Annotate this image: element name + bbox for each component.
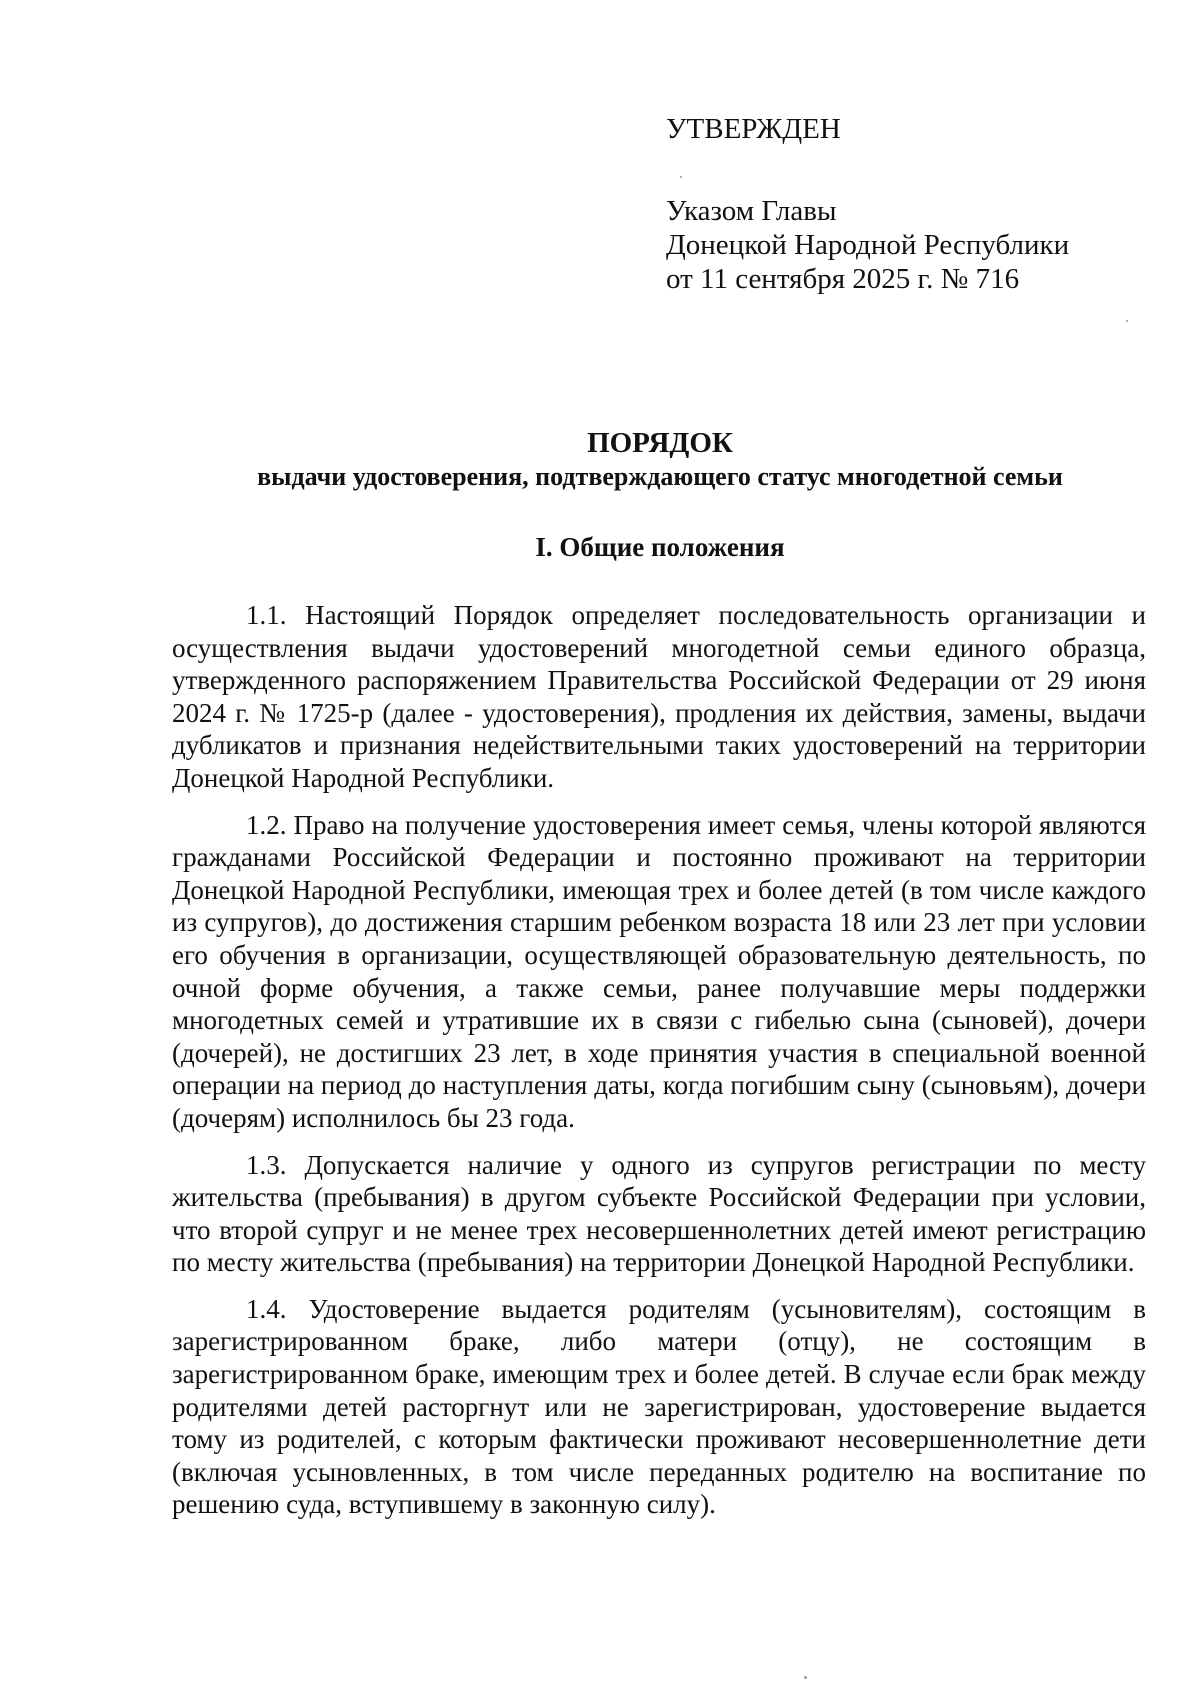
approval-stamp: УТВЕРЖДЕН: [666, 113, 841, 145]
paragraph: 1.3. Допускается наличие у одного из супругов регистрации по месту жительства (пребывания) в другом субъекте Российской Федерации при условии, что второй супруг и не менее трех несовершеннолетних детей имеют регистрацию по месту жительства (пребывания) на территории Донецкой Народной Республики.: [172, 1149, 1146, 1278]
section-title: I. Общие положения: [535, 532, 785, 562]
approval-line: Указом Главы: [666, 195, 837, 227]
document-title: ПОРЯДОК: [587, 427, 733, 459]
scan-speck: [804, 1676, 807, 1679]
paragraph: 1.1. Настоящий Порядок определяет последовательность организации и осуществления выдачи удостоверений многодетной семьи единого образца, утвержденного распоряжением Правительства Российской Федерации от 29 июня 2024 г. № 1725-р (далее - удостоверения), продления их действия, замены, выдачи дубликатов и признания недействительными таких удостоверений на территории Донецкой Народной Республики.: [172, 600, 1146, 793]
approval-block: [666, 112, 1146, 296]
document-body: [172, 599, 1146, 1535]
approval-line: от 11 сентября 2025 г. № 716: [666, 263, 1020, 295]
scan-speck: [680, 176, 682, 178]
paragraph: 1.2. Право на получение удостоверения имеет семья, члены которой являются гражданами Российской Федерации и постоянно проживают на территории Донецкой Народной Республики, имеющая трех и более детей (в том числе каждого из супругов), до достижения старшим ребенком возраста 18 или 23 лет при условии его обучения в организации, осуществляющей образовательную деятельность, по очной форме обучения, а также семьи, ранее получавшие меры поддержки многодетных семей и утратившие их в связи с гибелью сына (сыновей), дочери (дочерей), не достигших 23 лет, в ходе принятия участия в специальной военной операции на период до наступления даты, когда погибшим сыну (сыновьям), дочери (дочерям) исполнилось бы 23 года.: [172, 809, 1146, 1133]
document-heading: [160, 426, 1160, 494]
approval-line: Донецкой Народной Республики: [666, 229, 1070, 261]
document-subtitle: выдачи удостоверения, подтверждающего статус многодетной семьи: [257, 462, 1063, 491]
scan-speck: [1126, 320, 1128, 322]
paragraph: 1.4. Удостоверение выдается родителям (усыновителям), состоящим в зарегистрированном браке, либо матери (отцу), не состоящим в зарегистрированном браке, имеющим трех и более детей. В случае если брак между родителями детей расторгнут или не зарегистрирован, удостоверение выдается тому из родителей, с которым фактически проживают несовершеннолетние дети (включая усыновленных, в том числе переданных родителю на воспитание по решению суда, вступившему в законную силу).: [172, 1293, 1146, 1520]
